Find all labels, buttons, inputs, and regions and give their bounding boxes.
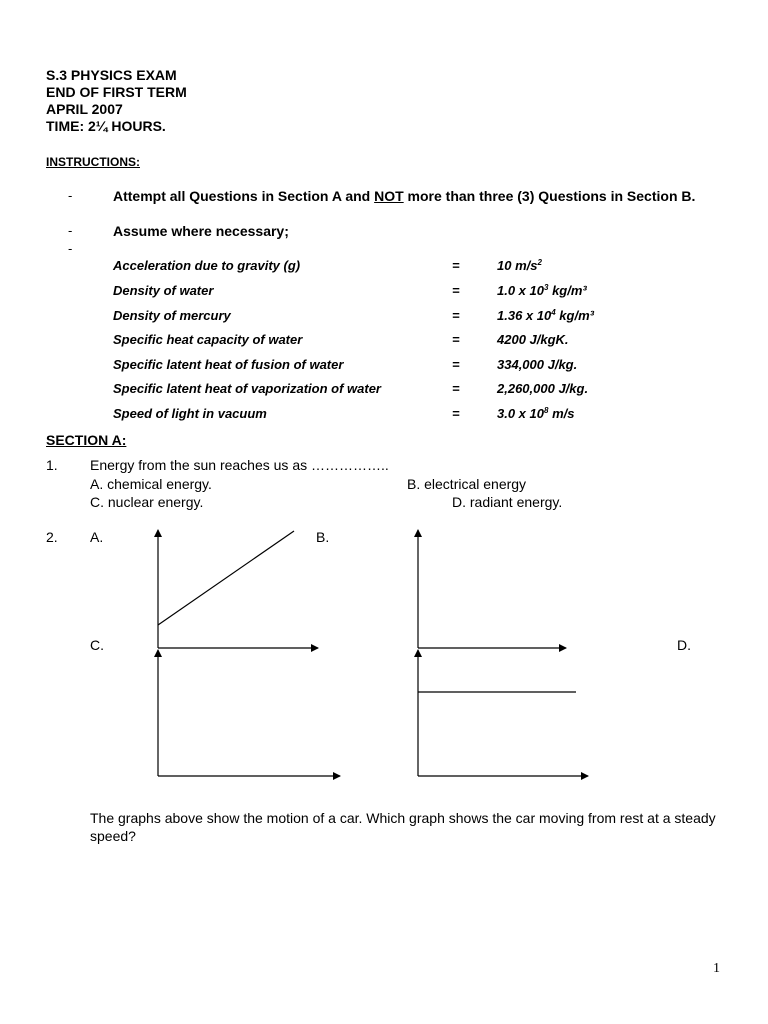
graph-label-c: C. <box>90 637 104 653</box>
graph-c <box>158 650 340 776</box>
graph-label-b: B. <box>316 529 330 545</box>
bullet-dash: - <box>68 188 73 203</box>
constant-value: 1.36 x $10^4$ kg/m³ <box>497 308 594 323</box>
question-number: 2. <box>46 529 58 545</box>
constant-name: Acceleration due to gravity (g) <box>113 258 301 273</box>
constant-value: 334,000 J/kg. <box>497 357 578 372</box>
question-2-text: The graphs above show the motion of a car. Which graph shows the car moving from rest at a steady speed? <box>90 810 716 844</box>
constant-name: Specific latent heat of vaporization of water <box>113 381 381 396</box>
constant-name: Speed of light in vacuum <box>113 406 267 421</box>
question-number: 1. <box>46 457 58 473</box>
constant-name: Specific heat capacity of water <box>113 332 303 347</box>
graph-d <box>418 650 588 776</box>
constant-value: 4200 J/kgK. <box>497 332 569 347</box>
page-number: 1 <box>713 961 720 976</box>
bullet-dash: - <box>68 241 73 256</box>
option-b: B. electrical energy <box>407 476 527 492</box>
equals-sign: = <box>452 406 460 421</box>
graph-line <box>158 531 294 625</box>
constant-name: Specific latent heat of fusion of water <box>113 357 344 372</box>
equals-sign: = <box>452 381 460 396</box>
exam-term: END OF FIRST TERM <box>46 84 187 100</box>
equals-sign: = <box>452 258 460 273</box>
constant-value: 2,260,000 J/kg. <box>497 381 589 396</box>
graph-a <box>158 530 318 648</box>
equals-sign: = <box>452 308 460 323</box>
instruction-assume: Assume where necessary; <box>113 223 289 239</box>
graph-b <box>418 530 566 648</box>
constant-name: Density of mercury <box>113 308 231 323</box>
exam-duration: TIME: 2¼ HOURS. <box>46 118 166 134</box>
equals-sign: = <box>452 332 460 347</box>
instruction-attempt: Attempt all Questions in Section A and NOT more than three (3) Questions in Section B. <box>113 188 696 204</box>
question-1-stem: Energy from the sun reaches us as …………….. <box>90 457 389 473</box>
equals-sign: = <box>452 357 460 372</box>
option-c: C. nuclear energy. <box>90 494 204 510</box>
exam-date: APRIL 2007 <box>46 101 123 117</box>
constant-value: 10 $m/s^2$ <box>497 258 542 273</box>
exam-title: S.3 PHYSICS EXAM <box>46 67 177 83</box>
graph-label-d: D. <box>677 637 691 653</box>
bullet-dash: - <box>68 223 73 238</box>
equals-sign: = <box>452 283 460 298</box>
not-emphasis: NOT <box>374 188 404 204</box>
option-d: D. radiant energy. <box>452 494 563 510</box>
graph-label-a: A. <box>90 529 104 545</box>
instructions-title: INSTRUCTIONS: <box>46 155 140 169</box>
option-a: A. chemical energy. <box>90 476 212 492</box>
constant-value: 1.0 x $10^3$ kg/m³ <box>497 283 587 298</box>
section-a-title: SECTION A: <box>46 432 127 448</box>
constant-name: Density of water <box>113 283 214 298</box>
constant-value: 3.0 x $10^8$ m/s <box>497 406 575 421</box>
